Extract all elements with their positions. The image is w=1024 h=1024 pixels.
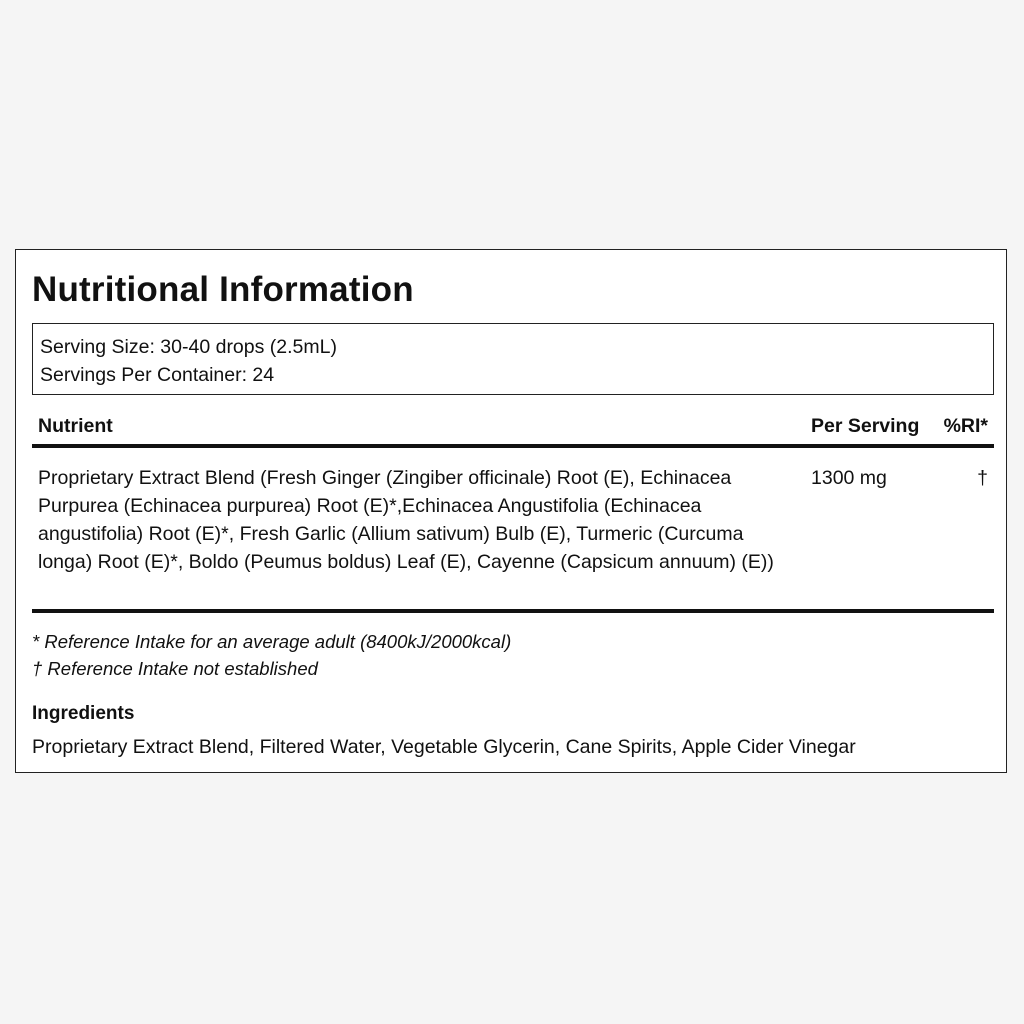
servings-per-container: Servings Per Container: 24 (40, 364, 275, 386)
ingredients-list: Proprietary Extract Blend, Filtered Water, Vegetable Glycerin, Cane Spirits, Apple Cider Vinegar (32, 736, 856, 758)
nutrient-name: Proprietary Extract Blend (Fresh Ginger (Zingiber officinale) Root (E), Echinacea Purpurea (Echinacea purpurea) Root (E)*,Echinacea Angustifolia (Echinacea angustifolia) Root (E)*, Fresh Garlic (Allium sativum) Bulb (E), Turmeric (Curcuma longa) Root (E)*, Boldo (Peumus boldus) Leaf (E), Cayenne (Capsicum annuum) (E)) (38, 467, 774, 573)
footnotes (32, 628, 511, 682)
table-row (32, 448, 994, 613)
header-per-serving: Per Serving (811, 415, 920, 437)
footnote-ri-adult: * Reference Intake for an average adult (8400kJ/2000kcal) (32, 631, 512, 652)
footnote-ri-not-established: † Reference Intake not established (32, 658, 318, 679)
ingredients-heading: Ingredients (32, 703, 135, 724)
header-nutrient: Nutrient (38, 415, 113, 437)
header-ri: %RI* (943, 415, 988, 437)
nutrition-panel (15, 249, 1007, 773)
panel-title: Nutritional Information (32, 270, 414, 309)
serving-size: Serving Size: 30-40 drops (2.5mL) (40, 336, 337, 358)
nutrient-amount: 1300 mg (811, 467, 887, 489)
nutrient-table-header (32, 410, 994, 448)
serving-info-box (32, 323, 994, 395)
nutrient-ri: † (977, 467, 988, 489)
